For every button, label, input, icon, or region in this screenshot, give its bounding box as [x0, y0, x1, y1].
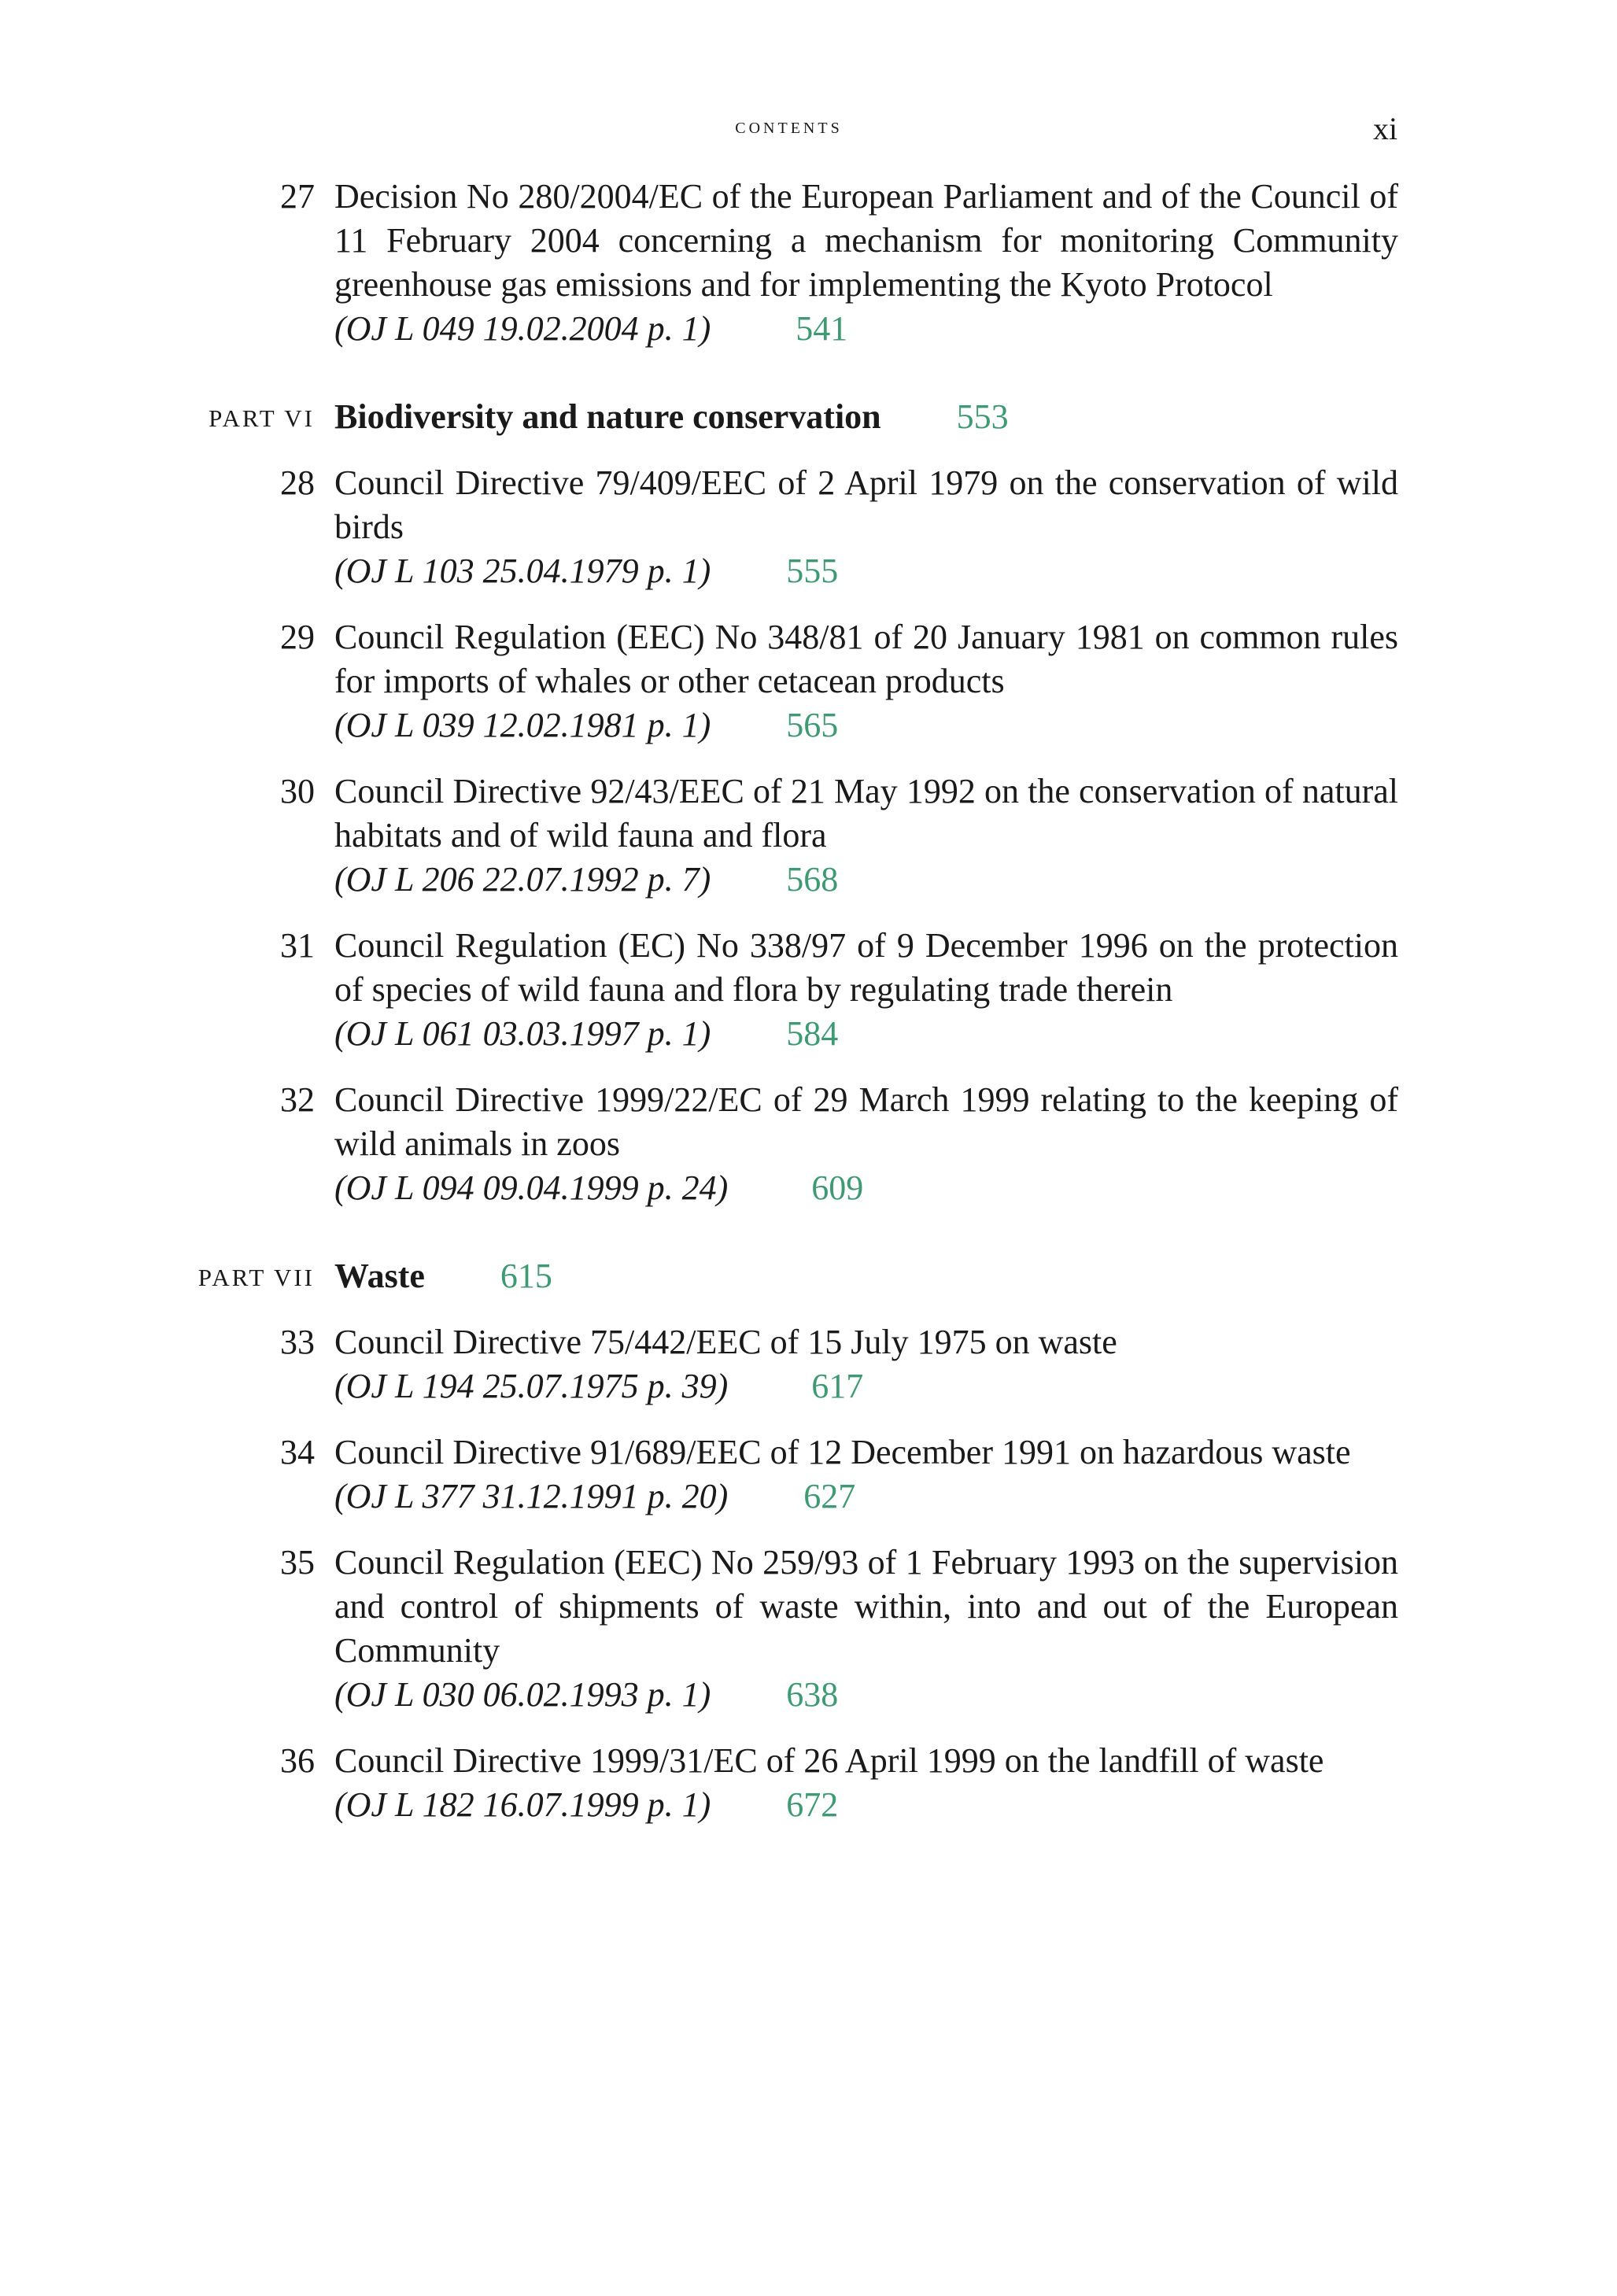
entry-number: 33 — [280, 1323, 315, 1361]
entry-reference: (OJ L 377 31.12.1991 p. 20) — [334, 1477, 729, 1515]
entry-reference: (OJ L 206 22.07.1992 p. 7) — [334, 860, 711, 899]
entry-number: 29 — [280, 618, 315, 656]
entry-page-link[interactable]: 638 — [786, 1675, 839, 1714]
entry-reference: (OJ L 061 03.03.1997 p. 1) — [334, 1014, 711, 1053]
running-title: contents — [735, 113, 843, 138]
toc-entry-33 — [280, 1320, 1398, 1408]
toc-entry-36 — [280, 1739, 1398, 1827]
entry-reference: (OJ L 049 19.02.2004 p. 1) — [334, 309, 711, 348]
entry-title: Council Directive 92/43/EEC of 21 May 1992 on the conservation of natural habitats and of wild fauna and flora — [334, 772, 1398, 855]
entry-number: 28 — [280, 463, 315, 502]
entry-reference: (OJ L 094 09.04.1999 p. 24) — [334, 1168, 729, 1207]
toc-entry-35 — [280, 1541, 1398, 1717]
entry-page-link[interactable]: 541 — [796, 309, 848, 348]
part-label: PART VII — [198, 1264, 315, 1291]
entry-title: Council Regulation (EEC) No 348/81 of 20 January 1981 on common rules for imports of whales or other cetacean products — [334, 618, 1398, 700]
toc-entry-28 — [280, 461, 1398, 593]
entry-number: 32 — [280, 1080, 315, 1119]
part-page-link[interactable]: 553 — [956, 397, 1009, 436]
entry-number: 31 — [280, 926, 315, 965]
part-title: Biodiversity and nature conservation — [334, 397, 881, 436]
entry-page-link[interactable]: 555 — [786, 552, 839, 590]
entry-page-link[interactable]: 565 — [786, 706, 839, 744]
entry-title: Council Directive 1999/22/EC of 29 March 1999 relating to the keeping of wild animals in zoos — [334, 1080, 1398, 1163]
part-label: PART VI — [209, 404, 315, 432]
part-heading-vii — [198, 1254, 1398, 1298]
entry-page-link[interactable]: 584 — [786, 1014, 839, 1053]
toc-entry-29 — [280, 615, 1398, 747]
entry-title: Council Directive 91/689/EEC of 12 December 1991 on hazardous waste — [334, 1433, 1351, 1471]
entry-number: 35 — [280, 1543, 315, 1582]
entry-page-link[interactable]: 617 — [811, 1367, 864, 1405]
entry-reference: (OJ L 030 06.02.1993 p. 1) — [334, 1675, 711, 1714]
entry-page-link[interactable]: 627 — [803, 1477, 856, 1515]
entry-page-link[interactable]: 609 — [811, 1168, 864, 1207]
entry-number: 34 — [280, 1433, 315, 1471]
entry-page-link[interactable]: 568 — [786, 860, 839, 899]
toc-entry-30 — [280, 770, 1398, 902]
toc-entry-31 — [280, 924, 1398, 1056]
entry-title: Decision No 280/2004/EC of the European Parliament and of the Council of 11 February 2004 concerning a mechanism for monitoring Community greenhouse gas emissions and for implementing the Kyoto Protocol — [334, 177, 1398, 304]
toc-entry-34 — [280, 1430, 1398, 1519]
table-of-contents — [0, 175, 1617, 1827]
entry-title: Council Regulation (EC) No 338/97 of 9 December 1996 on the protection of species of wild fauna and flora by regulating trade therein — [334, 926, 1398, 1009]
entry-number: 27 — [280, 177, 315, 216]
entry-reference: (OJ L 194 25.07.1975 p. 39) — [334, 1367, 729, 1405]
entry-reference: (OJ L 182 16.07.1999 p. 1) — [334, 1785, 711, 1824]
entry-title: Council Directive 79/409/EEC of 2 April 1979 on the conservation of wild birds — [334, 463, 1398, 546]
part-page-link[interactable]: 615 — [500, 1257, 552, 1295]
entry-number: 36 — [280, 1741, 315, 1780]
entry-reference: (OJ L 103 25.04.1979 p. 1) — [334, 552, 711, 590]
toc-entry-27 — [280, 175, 1398, 351]
running-head — [0, 110, 1617, 149]
entry-title: Council Regulation (EEC) No 259/93 of 1 February 1993 on the supervision and control of shipments of waste within, into and out of the European Community — [334, 1543, 1398, 1670]
entry-reference: (OJ L 039 12.02.1981 p. 1) — [334, 706, 711, 744]
entry-title: Council Directive 75/442/EEC of 15 July 1975 on waste — [334, 1323, 1117, 1361]
page-number: xi — [1373, 111, 1398, 146]
entry-number: 30 — [280, 772, 315, 810]
toc-entry-32 — [280, 1078, 1398, 1210]
part-title: Waste — [334, 1257, 425, 1295]
entry-page-link[interactable]: 672 — [786, 1785, 839, 1824]
part-heading-vi — [209, 395, 1398, 439]
entry-title: Council Directive 1999/31/EC of 26 April 1999 on the landfill of waste — [334, 1741, 1324, 1780]
